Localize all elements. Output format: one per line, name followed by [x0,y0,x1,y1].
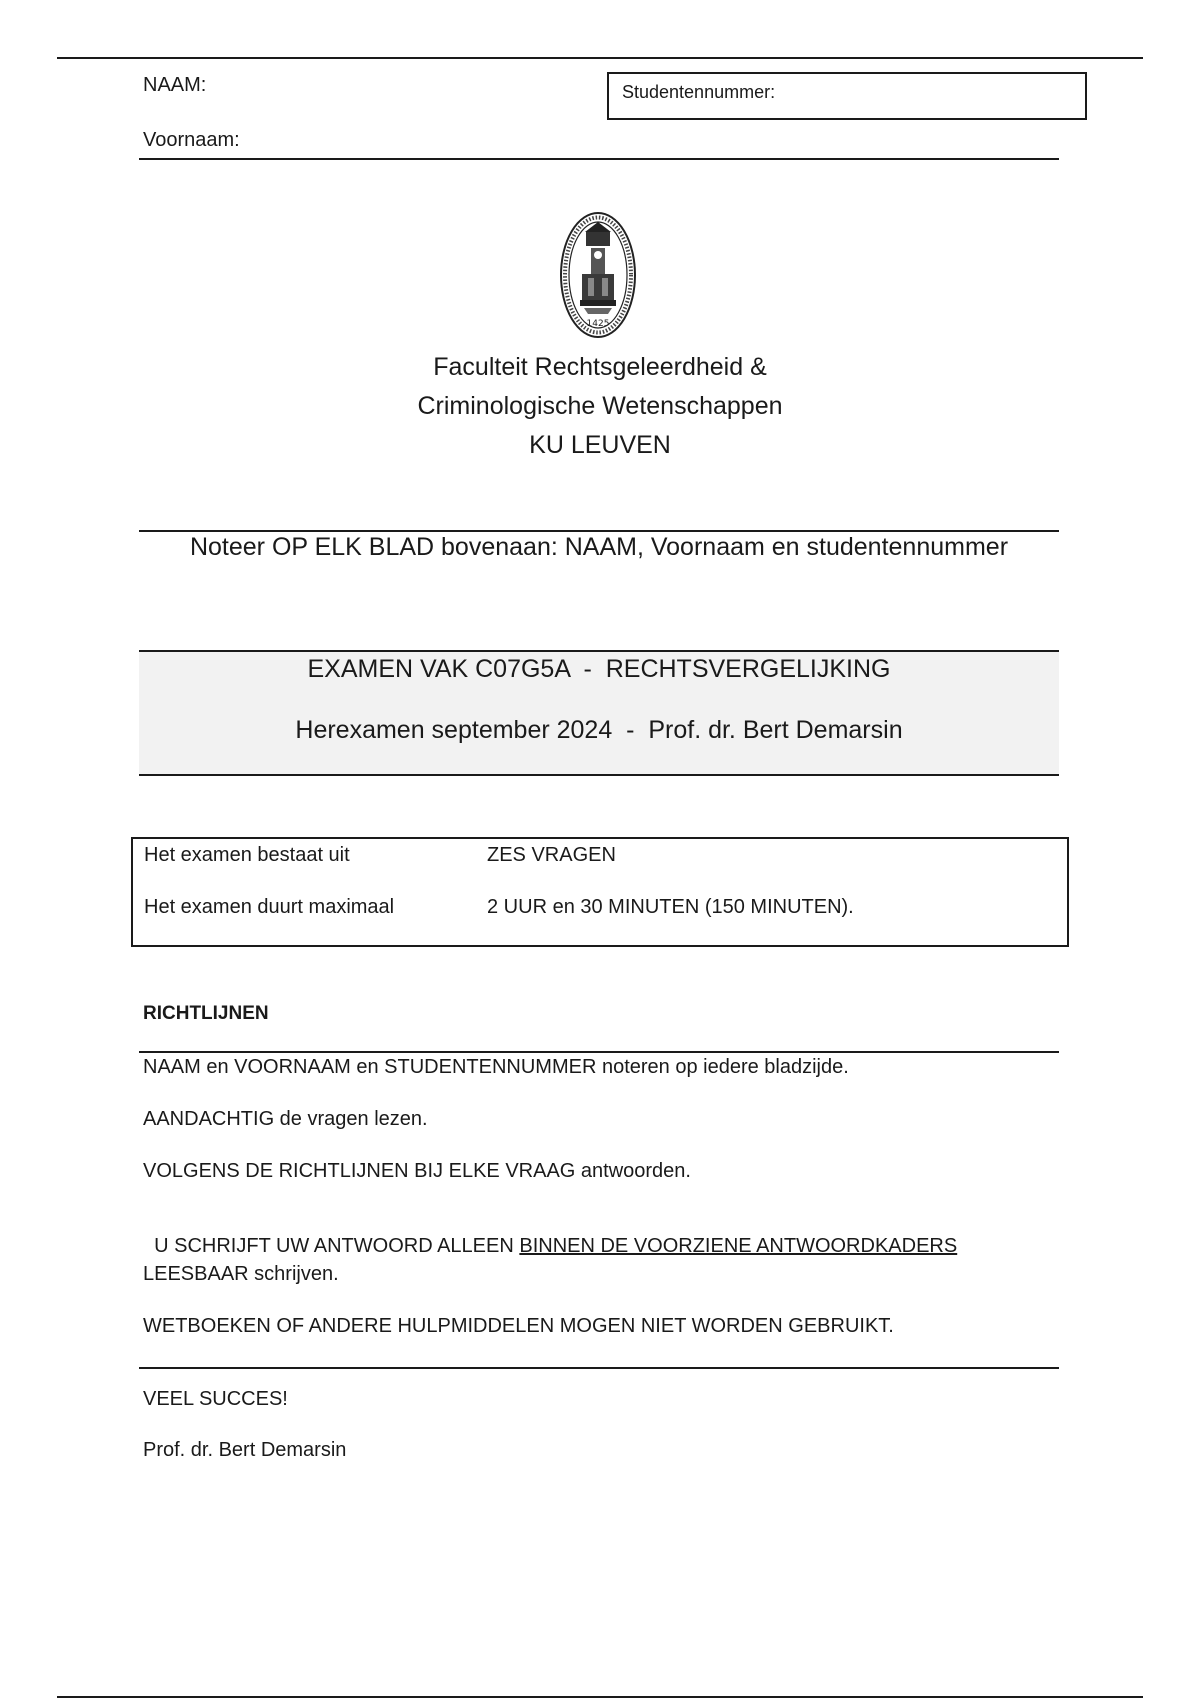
header-rule [139,158,1059,160]
exam-title-box [139,650,1059,776]
guidelines-rule [139,1051,1059,1053]
info-label: Het examen duurt maximaal [144,896,395,918]
guidelines-heading: RICHTLIJNEN [143,1003,269,1024]
guideline-item: NAAM en VOORNAAM en STUDENTENNUMMER noteren op iedere bladzijde. [143,1056,849,1078]
naam-label: NAAM: [143,74,207,96]
studentnumber-box[interactable] [607,72,1087,120]
guideline-item: LEESBAAR schrijven. [143,1263,339,1285]
info-value: ZES VRAGEN [487,844,616,866]
faculty-block [300,348,900,465]
note-rule [139,530,1059,532]
bottom-page-rule [57,1696,1143,1698]
instruction-note: Noteer OP ELK BLAD bovenaan: NAAM, Voornaam en studentennummer [189,533,1009,561]
studentnumber-label: Studentennummer: [622,82,776,102]
faculty-line-2: Criminologische Wetenschappen [417,392,783,420]
info-value: 2 UUR en 30 MINUTEN (150 MINUTEN). [487,896,854,918]
seal-year: 1425 [586,319,610,329]
exam-title: EXAMEN VAK C07G5A - RECHTSVERGELIJKING [307,655,891,683]
info-row [144,844,350,867]
top-page-rule [57,57,1143,59]
faculty-line-3: KU LEUVEN [529,431,671,459]
guideline-item-underlined: BINNEN DE VOORZIENE ANTWOORDKADERS [519,1235,958,1257]
faculty-line-1: Faculteit Rechtsgeleerdheid & [433,353,767,381]
guideline-item: AANDACHTIG de vragen lezen. [143,1108,428,1130]
voornaam-label: Voornaam: [143,129,240,151]
guideline-item: WETBOEKEN OF ANDERE HULPMIDDELEN MOGEN NIET WORDEN GEBRUIKT. [143,1315,894,1337]
guideline-item: VOLGENS DE RICHTLIJNEN BIJ ELKE VRAAG antwoorden. [143,1160,691,1182]
exam-subtitle: Herexamen september 2024 - Prof. dr. Bert Demarsin [295,716,903,744]
guideline-item-text: U SCHRIJFT UW ANTWOORD ALLEEN [154,1235,520,1257]
university-seal [558,210,638,340]
info-label: Het examen bestaat uit [144,844,350,866]
info-row [144,896,394,919]
closing-rule [139,1367,1059,1369]
closing-wish: VEEL SUCCES! [143,1388,288,1410]
exam-info-box [131,837,1069,947]
guideline-item [143,1212,957,1258]
closing-signature: Prof. dr. Bert Demarsin [143,1439,347,1461]
